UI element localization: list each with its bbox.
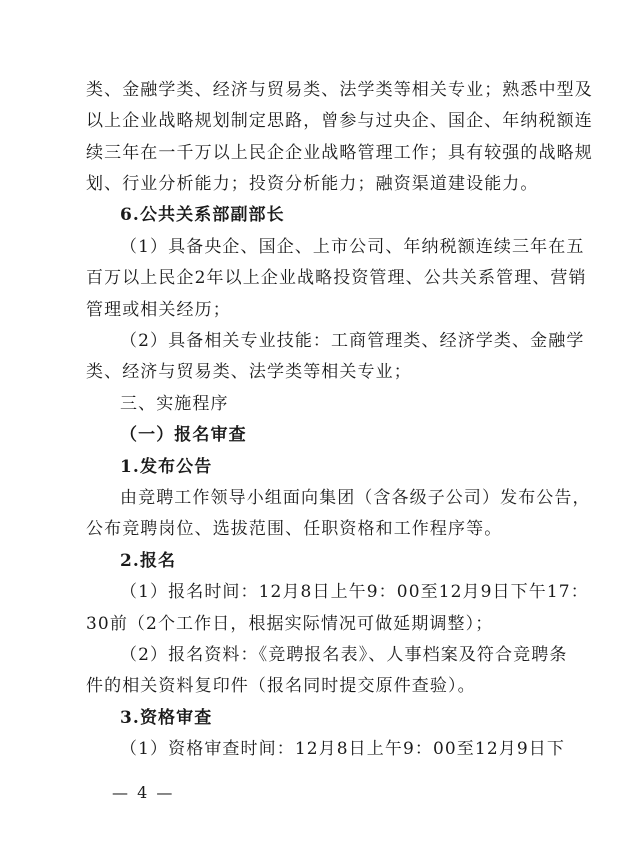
item-heading: 1.发布公告: [120, 457, 213, 477]
body-text-line: （1）报名时间：12月8日上午9：00至12月9日下午17：: [120, 582, 589, 602]
subsection-heading: （一）报名审查: [120, 425, 247, 445]
body-text-line: （2）报名资料：《竞聘报名表》、人事档案及符合竞聘条: [120, 645, 568, 665]
body-text-line: 类、金融学类、经济与贸易类、法学类等相关专业；熟悉中型及: [86, 80, 593, 100]
page-number: — 4 —: [112, 783, 175, 802]
body-text-line: （1）资格审查时间：12月8日上午9：00至12月9日下: [120, 739, 565, 759]
section-heading: 6.公共关系部副部长: [120, 205, 285, 225]
body-text-line: 管理或相关经历；: [86, 300, 231, 320]
body-text-line: 续三年在一千万以上民企企业战略管理工作；具有较强的战略规: [86, 143, 593, 163]
body-text-line: 由竞聘工作领导小组面向集团（含各级子公司）发布公告，: [120, 488, 591, 508]
body-text-line: 划、行业分析能力；投资分析能力；融资渠道建设能力。: [86, 174, 539, 194]
item-heading: 2.报名: [120, 551, 177, 571]
body-text-line: 公布竞聘岗位、选拔范围、任职资格和工作程序等。: [86, 519, 503, 539]
body-text-line: （1）具备央企、国企、上市公司、年纳税额连续三年在五: [120, 237, 585, 257]
body-text-line: 百万以上民企2年以上企业战略投资管理、公共关系管理、营销: [86, 268, 587, 288]
body-text-line: 类、经济与贸易类、法学类等相关专业；: [86, 362, 412, 382]
item-heading: 3.资格审查: [120, 708, 213, 728]
body-text-line: 件的相关资料复印件（报名同时提交原件查验）。: [86, 676, 476, 696]
body-text-line: 以上企业战略规划制定思路，曾参与过央企、国企、年纳税额连: [86, 111, 593, 131]
body-text-line: 30前（2个工作日，根据实际情况可做延期调整）；: [86, 614, 494, 634]
body-text-line: （2）具备相关专业技能：工商管理类、经济学类、金融学: [120, 331, 585, 351]
section-heading: 三、实施程序: [120, 394, 229, 414]
